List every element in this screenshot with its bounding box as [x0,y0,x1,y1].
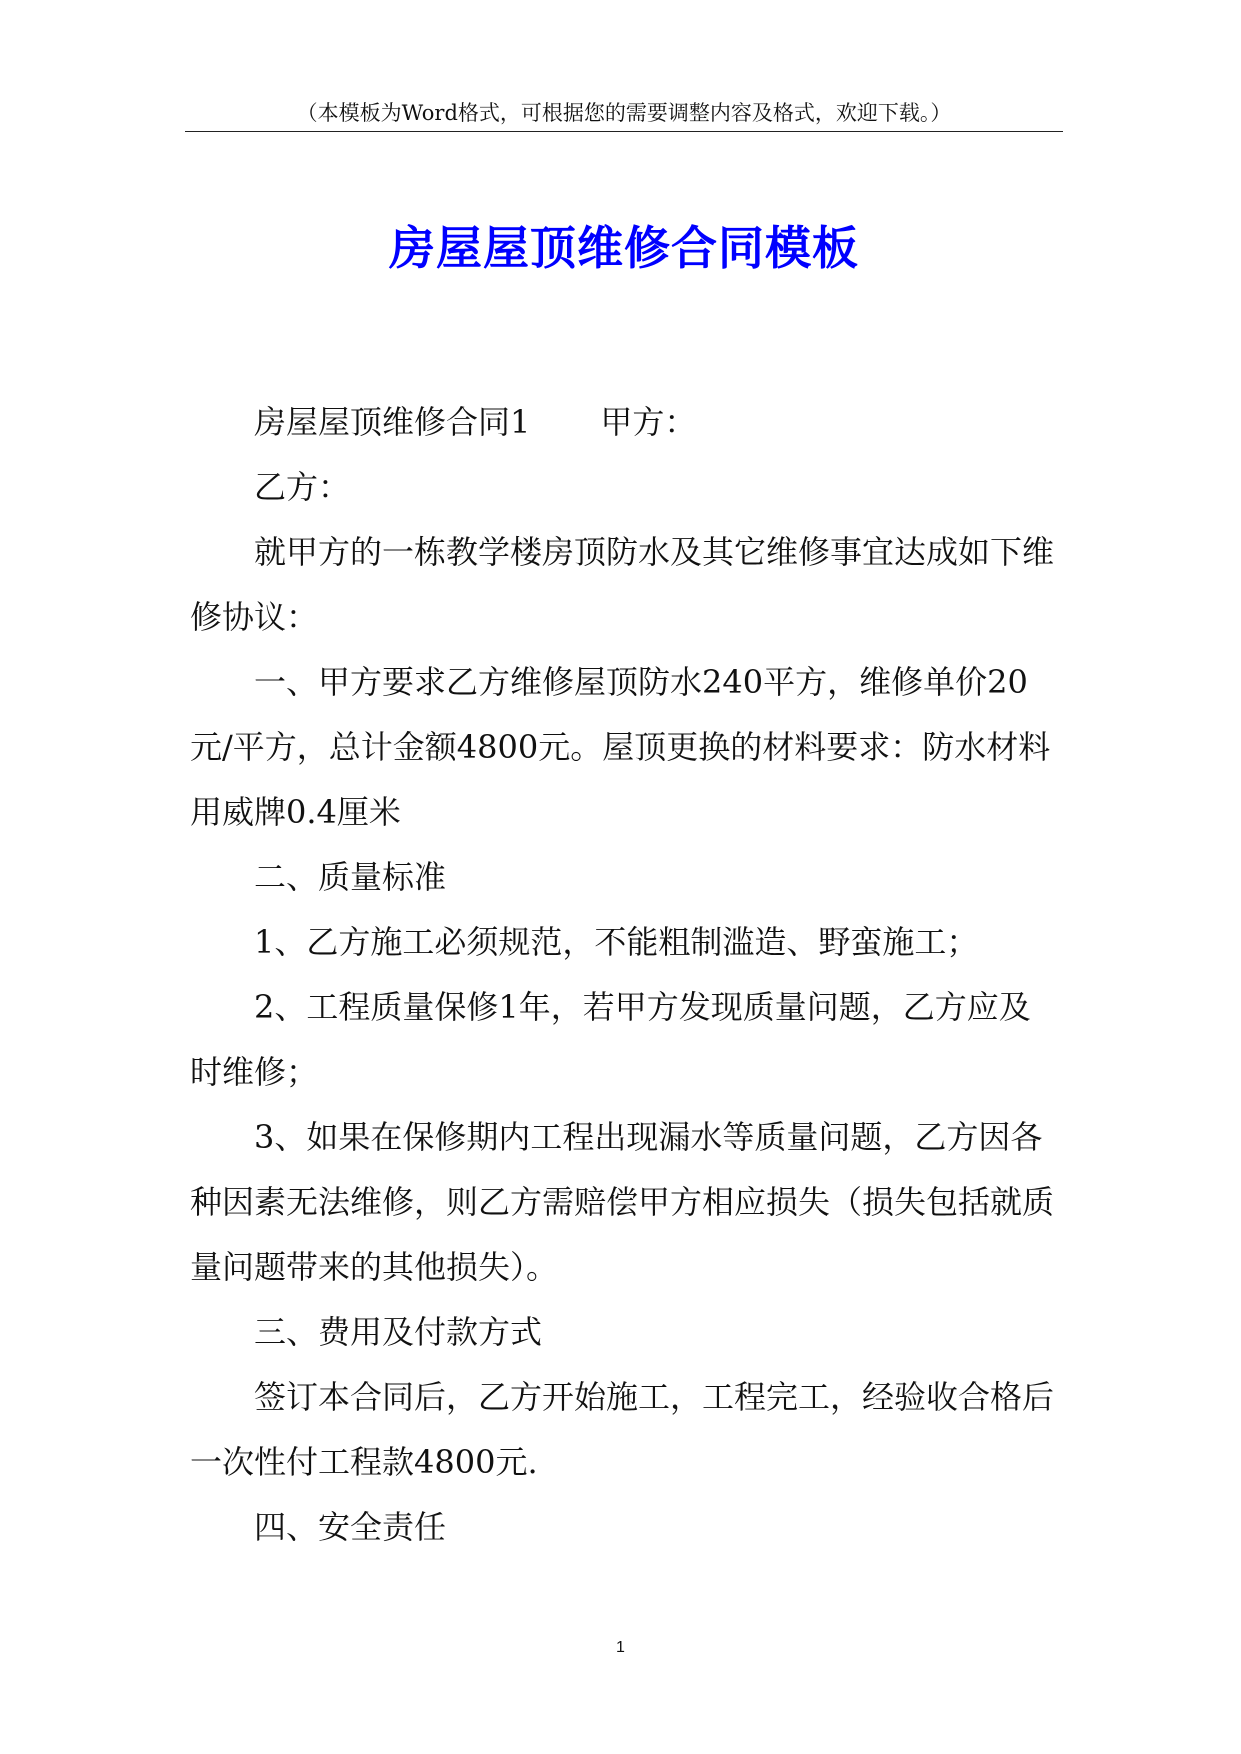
paragraph-clause-1: 一、甲方要求乙方维修屋顶防水240平方，维修单价20元/平方，总计金额4800元。屋顶更换的材料要求：防水材料用威牌0.4厘米 [190,663,1051,831]
quality-item-3: 3、如果在保修期内工程出现漏水等质量问题，乙方因各种因素无法维修，则乙方需赔偿甲方相应损失（损失包括就质量问题带来的其他损失）。 [190,1118,1055,1286]
section-heading-payment: 三、费用及付款方式 [254,1313,543,1351]
document-title: 房屋屋顶维修合同模板 [389,221,859,275]
quality-item-2: 2、工程质量保修1年，若甲方发现质量问题，乙方应及时维修； [190,988,1031,1091]
page-number: 1 [616,1639,625,1656]
document-body [190,390,1062,1560]
contract-heading: 房屋屋顶维修合同1 [254,403,531,441]
paragraph-intro: 就甲方的一栋教学楼房顶防水及其它维修事宜达成如下维修协议： [190,533,1055,636]
template-note: （本模板为Word格式，可根据您的需要调整内容及格式，欢迎下载。） [296,101,952,125]
payment-text: 签订本合同后，乙方开始施工，工程完工，经验收合格后一次性付工程款4800元. [190,1378,1055,1481]
quality-item-1: 1、乙方施工必须规范，不能粗制滥造、野蛮施工； [254,923,979,961]
section-heading-quality: 二、质量标准 [254,858,447,896]
party-a-label: 甲方： [600,403,697,441]
contract-heading-line [190,390,1062,455]
header-divider [185,131,1063,132]
party-b-label: 乙方： [254,468,351,506]
section-heading-safety: 四、安全责任 [254,1508,447,1546]
